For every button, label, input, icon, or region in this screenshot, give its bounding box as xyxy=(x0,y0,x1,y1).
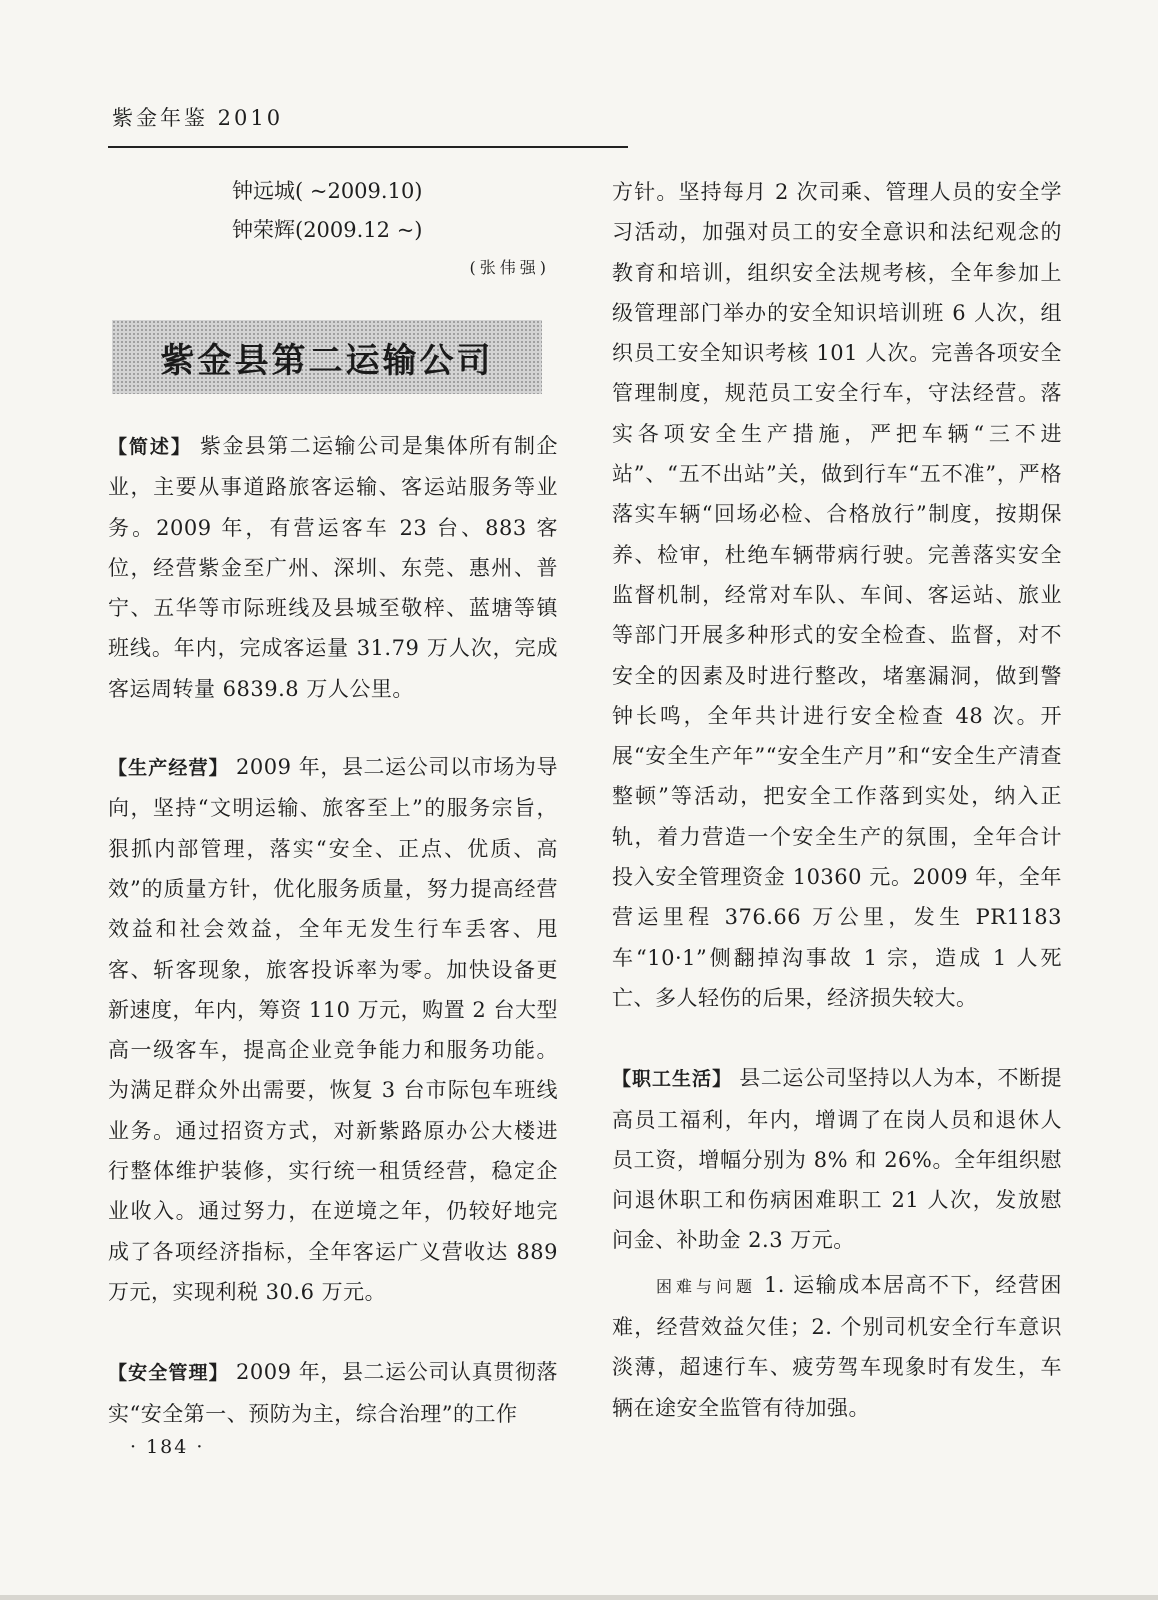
leader-entry: 钟远城( ~2009.10) xyxy=(232,179,423,203)
section-intro xyxy=(108,426,558,709)
section-label: 【安全管理】 xyxy=(108,1362,229,1385)
left-column xyxy=(108,172,558,1434)
section-safety-continued: 方针。坚持每月 2 次司乘、管理人员的安全学习活动，加强对员工的安全意识和法纪观念的教育和培训，组织安全法规考核，全年参加上级管理部门举办的安全知识培训班 6 人次，组织员工安全知识考核 101 人次。完善各项安全管理制度，规范员工安全行车，守法经营。落实各项安全生产措施，严把车辆“三不进站”、“五不出站”关，做到行车“五不准”，严格落实车辆“回场必检、合格放行”制度，按期保养、检审，杜绝车辆带病行驶。完善落实安全监督机制，经常对车队、车间、客运站、旅业等部门开展多种形式的安全检查、监督，对不安全的因素及时进行整改，堵塞漏洞，做到警钟长鸣，全年共计进行安全检查 48 次。开展“安全生产年”“安全生产月”和“安全生产清查整顿”等活动，把安全工作落到实处，纳入正轨，着力营造一个安全生产的氛围，全年合计投入安全管理资金 10360 元。2009 年，全年营运里程 376.66 万公里，发生 PR1183 车“10·1”侧翻掉沟事故 1 宗，造成 1 人死亡、多人轻伤的后果，经济损失较大。 xyxy=(612,180,1062,1010)
section-label: 【生产经营】 xyxy=(108,757,229,780)
header-rule xyxy=(108,146,628,148)
section-text: 2009 年，县二运公司以市场为导向，坚持“文明运输、旅客至上”的服务宗旨，狠抓内部管理，落实“安全、正点、优质、高效”的质量方针，优化服务质量，努力提高经营效益和社会效益，全年无发生行车丢客、甩客、斩客现象，旅客投诉率为零。加快设备更新速度，年内，筹资 110 万元，购置 2 台大型高一级客车，提高企业竞争能力和服务功能。为满足群众外出需要，恢复 3 台市际包车班线业务。通过招资方式，对新紫路原办公大楼进行整体维护装修，实行统一租赁经营，稳定企业收入。通过努力，在逆境之年，仍较好地完成了各项经济指标，全年客运广义营收达 889 万元，实现利税 30.6 万元。 xyxy=(108,755,558,1304)
article-title: 紫金县第二运输公司 xyxy=(160,340,494,381)
section-label: 【简述】 xyxy=(108,436,192,458)
author-credit: (张伟强) xyxy=(469,258,550,277)
page-edge xyxy=(0,1595,1158,1600)
page-number: · 184 · xyxy=(130,1436,205,1458)
leader-entry: 钟荣辉(2009.12 ~) xyxy=(232,218,423,242)
section-safety xyxy=(108,1352,558,1434)
section-label: 困难与问题 xyxy=(656,1276,756,1296)
section-label: 【职工生活】 xyxy=(612,1068,733,1091)
section-issues xyxy=(612,1265,1062,1428)
section-text: 2009 年，县二运公司认真贯彻落实“安全第一、预防为主，综合治理”的工作 xyxy=(108,1360,558,1426)
article-title-banner xyxy=(112,320,542,394)
section-text: 紫金县第二运输公司是集体所有制企业，主要从事道路旅客运输、客运站服务等业务。2009 年，有营运客车 23 台、883 客位，经营紫金至广州、深圳、东莞、惠州、普宁、五华等市际班线及县城至敬梓、蓝塘等镇班线。年内，完成客运量 31.79 万人次，完成客运周转量 6839.8 万人公里。 xyxy=(108,434,558,701)
section-production xyxy=(108,747,558,1312)
section-text: 县二运公司坚持以人为本，不断提高员工福利，年内，增调了在岗人员和退休人员工资，增幅分别为 8% 和 26%。全年组织慰问退休职工和伤病困难职工 21 人次，发放慰问金、补助金 2.3 万元。 xyxy=(612,1066,1062,1253)
section-text: 1. 运输成本居高不下，经营困难，经营效益欠佳；2. 个别司机安全行车意识淡薄，超速行车、疲劳驾车现象时有发生，车辆在途安全监管有待加强。 xyxy=(612,1272,1062,1420)
section-staff xyxy=(612,1058,1062,1260)
right-column xyxy=(612,172,1062,1428)
running-header: 紫金年鉴 2010 xyxy=(112,106,284,130)
